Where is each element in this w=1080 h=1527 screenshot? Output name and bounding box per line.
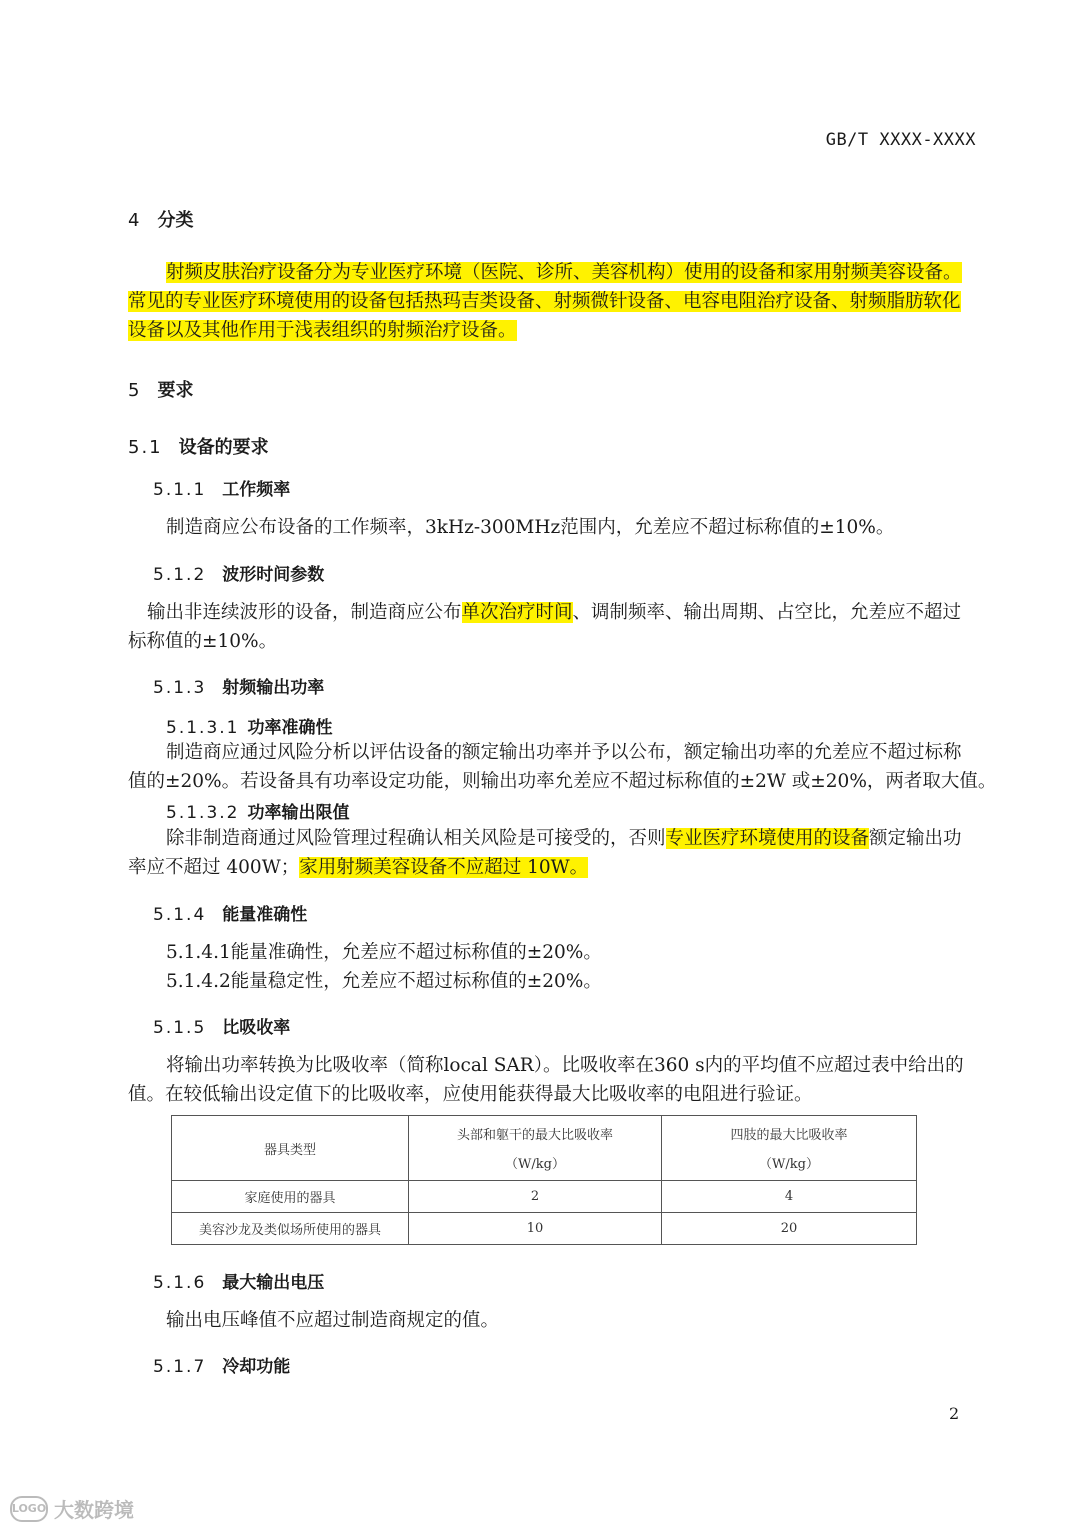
highlight: 常见的专业医疗环境使用的设备包括热玛吉类设备、射频微针设备、电容电阻治疗设备、射频脂肪软化	[128, 291, 961, 312]
section-title: 最大输出电压	[222, 1273, 325, 1293]
heading-5-1	[128, 433, 269, 459]
table-row	[172, 1181, 917, 1213]
section-number: 5.1.6	[153, 1273, 207, 1293]
highlight: 设备以及其他作用于浅表组织的射频治疗设备。	[128, 320, 517, 341]
s5132-line-2	[128, 853, 588, 882]
s5131-line-1: 制造商应通过风险分析以评估设备的额定输出功率并予以公布，额定输出功率的允差应不超过标称	[166, 742, 962, 763]
section-title: 能量准确性	[222, 905, 308, 925]
section-number: 5.1.3.1	[166, 718, 240, 738]
s516-text: 输出电压峰值不应超过制造商规定的值。	[166, 1310, 500, 1331]
s515-line-2: 值。在较低输出设定值下的比吸收率，应使用能获得最大比吸收率的电阻进行验证。	[128, 1084, 813, 1105]
watermark-text: 大数跨境	[54, 1498, 134, 1522]
s4-line-2	[128, 287, 961, 316]
text-run: 、调制频率、输出周期、占空比，允差应不超过	[572, 602, 962, 623]
section-number: 5.1.7	[153, 1357, 207, 1377]
standard-code: GB/T XXXX-XXXX	[825, 130, 976, 150]
cell-type: 美容沙龙及类似场所使用的器具	[172, 1213, 409, 1245]
header-line: 头部和躯干的最大比吸收率	[456, 1128, 613, 1143]
section-title: 分类	[157, 210, 194, 231]
heading-5-1-1	[153, 475, 290, 500]
section-number: 4	[128, 210, 142, 231]
heading-5-1-2	[153, 560, 324, 585]
sar-table	[171, 1115, 917, 1245]
highlight: 专业医疗环境使用的设备	[665, 828, 870, 849]
cell-head: 10	[409, 1213, 662, 1245]
section-number: 5.1.1	[153, 480, 207, 500]
heading-5-1-3	[153, 673, 324, 698]
section-number: 5.1.5	[153, 1018, 207, 1038]
section-title: 比吸收率	[222, 1018, 291, 1038]
highlight: 单次治疗时间	[461, 602, 573, 623]
watermark-logo-icon: LOGO	[10, 1496, 48, 1522]
s515-line-1: 将输出功率转换为比吸收率（简称local SAR）。比吸收率在360 s内的平均值不应超过表中给出的	[166, 1055, 964, 1076]
header-head-trunk-sar	[409, 1116, 662, 1181]
s5131-line-2: 值的±20%。若设备具有功率设定功能，则输出功率允差应不超过标称值的±2W 或±20%，两者取大值。	[128, 771, 997, 792]
section-title: 设备的要求	[178, 437, 269, 458]
s514-line-1: 5.1.4.1能量准确性，允差应不超过标称值的±20%。	[166, 942, 602, 963]
section-number: 5.1.3	[153, 678, 207, 698]
heading-section-4	[128, 206, 193, 232]
s4-line-3	[128, 316, 517, 345]
section-title: 功率输出限值	[247, 803, 350, 823]
text-run: 额定输出功	[869, 828, 962, 849]
section-title: 射频输出功率	[222, 678, 325, 698]
section-number: 5.1.4	[153, 905, 207, 925]
section-title: 功率准确性	[247, 718, 333, 738]
text-run: 除非制造商通过风险管理过程确认相关风险是可接受的，否则	[166, 828, 666, 849]
cell-type: 家庭使用的器具	[172, 1181, 409, 1213]
heading-5-1-6	[153, 1268, 324, 1293]
text-run: 输出非连续波形的设备，制造商应公布	[147, 602, 462, 623]
s512-line-2: 标称值的±10%。	[128, 631, 278, 652]
heading-section-5	[128, 376, 193, 402]
section-number: 5.1.2	[153, 565, 207, 585]
section-title: 要求	[157, 380, 194, 401]
section-title: 冷却功能	[222, 1357, 291, 1377]
section-number: 5.1.3.2	[166, 803, 240, 823]
section-number: 5.1	[128, 437, 163, 458]
table-row	[172, 1213, 917, 1245]
highlight: 射频皮肤治疗设备分为专业医疗环境（医院、诊所、美容机构）使用的设备和家用射频美容设备。	[166, 262, 962, 283]
page-number: 2	[949, 1404, 960, 1423]
header-appliance-type: 器具类型	[172, 1116, 409, 1181]
watermark	[10, 1494, 134, 1523]
text-run: 率应不超过 400W；	[128, 857, 300, 878]
heading-5-1-5	[153, 1013, 290, 1038]
header-limb-sar	[662, 1116, 917, 1181]
cell-limb: 20	[662, 1213, 917, 1245]
s4-line-1	[166, 258, 962, 287]
s512-line-1	[147, 598, 961, 627]
s511-text: 制造商应公布设备的工作频率，3kHz-300MHz范围内，允差应不超过标称值的±10%。	[166, 517, 895, 538]
heading-5-1-3-2	[166, 798, 349, 823]
s5132-line-1	[166, 824, 962, 853]
s514-line-2: 5.1.4.2能量稳定性，允差应不超过标称值的±20%。	[166, 971, 602, 992]
cell-head: 2	[409, 1181, 662, 1213]
heading-5-1-4	[153, 900, 307, 925]
section-title: 工作频率	[222, 480, 291, 500]
section-number: 5	[128, 380, 142, 401]
highlight: 家用射频美容设备不应超过 10W。	[299, 857, 589, 878]
section-title: 波形时间参数	[222, 565, 325, 585]
heading-5-1-3-1	[166, 713, 332, 738]
header-unit: （W/kg）	[505, 1157, 565, 1172]
header-line: 四肢的最大比吸收率	[730, 1128, 848, 1143]
heading-5-1-7	[153, 1352, 290, 1377]
table-header-row	[172, 1116, 917, 1181]
cell-limb: 4	[662, 1181, 917, 1213]
header-unit: （W/kg）	[759, 1157, 819, 1172]
